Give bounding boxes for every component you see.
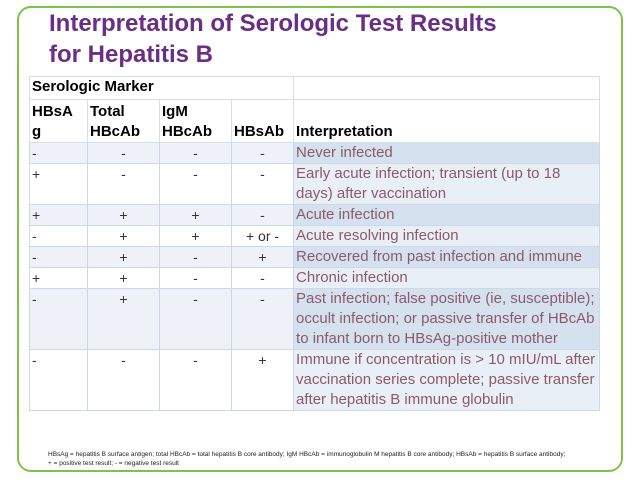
cell-total-hbcab: - (88, 164, 160, 205)
col-header-hbsab: HBsAb (232, 100, 294, 143)
cell-hbsag: - (30, 226, 88, 247)
cell-hbsab: - (232, 289, 294, 350)
cell-igm-hbcab: - (160, 289, 232, 350)
col-header-igm-hbcab: IgM HBcAb (160, 100, 232, 143)
cell-total-hbcab: - (88, 143, 160, 164)
cell-igm-hbcab: + (160, 226, 232, 247)
cell-total-hbcab: + (88, 289, 160, 350)
col-header-total-hbcab: Total HBcAb (88, 100, 160, 143)
slide-title (49, 8, 609, 70)
cell-hbsag: - (30, 350, 88, 411)
cell-total-hbcab: + (88, 247, 160, 268)
cell-interpretation: Never infected (294, 143, 600, 164)
cell-interpretation: Early acute infection; transient (up to 18 days) after vaccination (294, 164, 600, 205)
title-line-2: for Hepatitis B (49, 41, 214, 68)
cell-hbsag: + (30, 268, 88, 289)
cell-hbsab: - (232, 143, 294, 164)
blank-header-cell (294, 77, 600, 100)
col-header-hbsag: HBsA g (30, 100, 88, 143)
cell-interpretation: Past infection; false positive (ie, susceptible); occult infection; or passive transfer of HBcAb to infant born to HBsAg-positive mother (294, 289, 600, 350)
serologic-marker-header: Serologic Marker (30, 77, 294, 100)
cell-total-hbcab: + (88, 205, 160, 226)
cell-hbsag: - (30, 289, 88, 350)
cell-hbsab: + or - (232, 226, 294, 247)
cell-igm-hbcab: - (160, 164, 232, 205)
footnote: HBsAg = hepatitis B surface antigen; total HBcAb = total hepatitis B core antibody; IgM HBcAb = immunoglobulin M hepatitis B core antibody; HBsAb = hepatitis B surface antibody; + = positive test result; - = negative test result (48, 451, 566, 467)
table-row (30, 143, 600, 164)
cell-interpretation: Chronic infection (294, 268, 600, 289)
table-row (30, 247, 600, 268)
table-row (30, 268, 600, 289)
table-row (30, 289, 600, 350)
cell-hbsab: - (232, 268, 294, 289)
cell-interpretation: Acute infection (294, 205, 600, 226)
cell-hbsab: + (232, 350, 294, 411)
cell-hbsab: + (232, 247, 294, 268)
cell-igm-hbcab: - (160, 268, 232, 289)
cell-interpretation: Recovered from past infection and immune (294, 247, 600, 268)
table-row (30, 226, 600, 247)
cell-interpretation: Acute resolving infection (294, 226, 600, 247)
cell-total-hbcab: + (88, 268, 160, 289)
table-row (30, 350, 600, 411)
cell-total-hbcab: - (88, 350, 160, 411)
col-header-interpretation: Interpretation (294, 100, 600, 143)
cell-igm-hbcab: - (160, 350, 232, 411)
cell-hbsag: + (30, 164, 88, 205)
cell-hbsag: - (30, 247, 88, 268)
cell-igm-hbcab: - (160, 247, 232, 268)
group-header-row (30, 77, 600, 100)
cell-hbsab: - (232, 164, 294, 205)
table-row (30, 164, 600, 205)
cell-igm-hbcab: - (160, 143, 232, 164)
table-row (30, 205, 600, 226)
cell-total-hbcab: + (88, 226, 160, 247)
title-line-1: Interpretation of Serologic Test Results (49, 10, 497, 37)
cell-hbsab: - (232, 205, 294, 226)
cell-hbsag: + (30, 205, 88, 226)
serology-table (29, 76, 600, 411)
cell-igm-hbcab: + (160, 205, 232, 226)
cell-hbsag: - (30, 143, 88, 164)
column-header-row (30, 100, 600, 143)
cell-interpretation: Immune if concentration is > 10 mIU/mL after vaccination series complete; passive transfer after hepatitis B immune globulin (294, 350, 600, 411)
